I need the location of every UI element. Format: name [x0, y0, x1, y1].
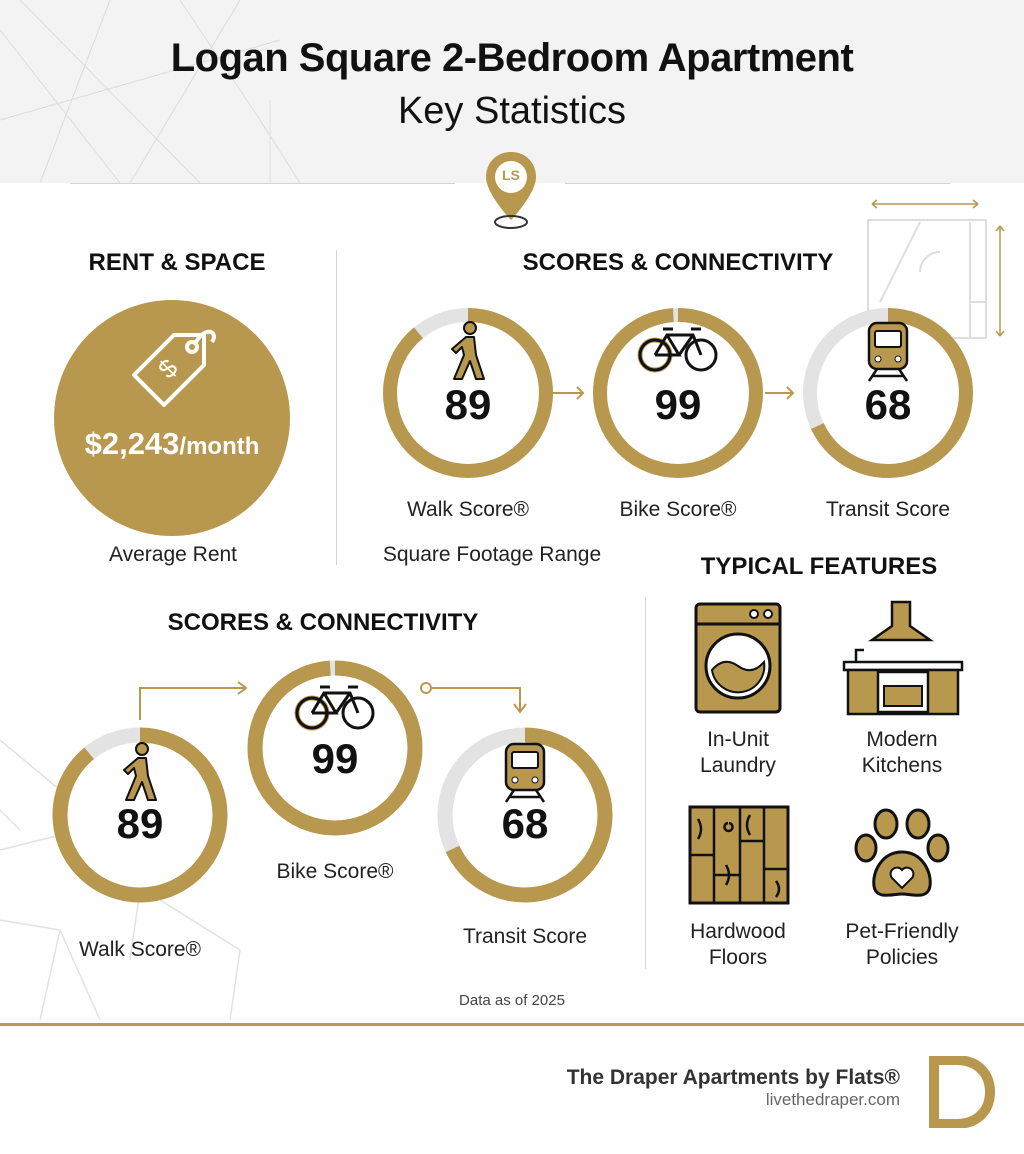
price-tag-icon: [124, 320, 224, 420]
walking-person-icon: [448, 321, 488, 386]
divider: [565, 183, 950, 184]
feature-label: In-Unit: [707, 728, 769, 751]
score-label: Transit Score: [462, 925, 588, 948]
feature-label: Laundry: [700, 754, 776, 777]
paw-icon: [852, 808, 952, 902]
connector-arrows: [553, 383, 813, 403]
feature-kitchens: [822, 727, 982, 779]
train-icon: [865, 321, 911, 388]
score-value: 68: [864, 381, 912, 428]
data-note: Data as of 2025: [459, 992, 565, 1009]
scores-section-heading: SCORES & CONNECTIVITY: [522, 249, 834, 276]
feature-label: Floors: [708, 946, 768, 969]
divider: [336, 250, 337, 565]
score-gauge-transit: [430, 720, 620, 910]
footer-brand: The Draper Apartments by Flats®: [566, 1066, 900, 1089]
footer-url[interactable]: livethedraper.com: [765, 1090, 900, 1109]
washing-machine-icon: [694, 602, 782, 714]
kitchen-icon: [842, 600, 964, 718]
draper-logo: [928, 1056, 998, 1128]
feature-label: Modern: [866, 728, 938, 751]
divider: [70, 183, 455, 184]
rent-price: $2,243: [84, 426, 180, 461]
bicycle-icon: [294, 683, 376, 736]
train-icon: [502, 742, 548, 809]
feature-label: Hardwood: [690, 920, 786, 943]
pin-label: LS: [502, 167, 520, 183]
feature-laundry: [658, 727, 818, 779]
score-label: Transit Score: [825, 498, 951, 521]
score-gauge-transit: [796, 301, 980, 485]
features-section-heading: TYPICAL FEATURES: [700, 553, 938, 580]
feature-label: Kitchens: [861, 754, 943, 777]
page-title: Logan Square 2-Bedroom Apartment: [170, 36, 854, 80]
score-value: 89: [444, 381, 492, 428]
hardwood-floor-icon: [688, 805, 790, 905]
feature-floors: [658, 919, 818, 971]
page-subtitle: Key Statistics: [397, 90, 627, 132]
score-label: Bike Score®: [619, 498, 737, 521]
divider: [645, 597, 646, 969]
square-footage-label: Square Footage Range: [382, 543, 602, 566]
score-gauge-bike: [240, 653, 430, 843]
bicycle-icon: [637, 325, 719, 378]
average-rent-label: Average Rent: [108, 543, 238, 566]
score-value: 68: [501, 800, 549, 847]
score-label: Walk Score®: [78, 938, 202, 961]
rent-circle: [54, 300, 290, 536]
scores-section-heading-2: SCORES & CONNECTIVITY: [167, 609, 479, 636]
score-value: 89: [116, 800, 164, 847]
svg-text:$: $: [151, 352, 184, 385]
rent-unit: /month: [179, 433, 260, 460]
feature-pets: [822, 919, 982, 971]
score-value: 99: [654, 381, 702, 428]
footer-divider: [0, 1023, 1024, 1026]
location-pin-icon: [482, 150, 540, 232]
score-value: 99: [311, 735, 359, 782]
score-label: Bike Score®: [276, 860, 394, 883]
walking-person-icon: [120, 742, 160, 807]
feature-label: Policies: [865, 946, 939, 969]
score-gauge-walk: [376, 301, 560, 485]
score-label: Walk Score®: [406, 498, 530, 521]
score-gauge-walk: [45, 720, 235, 910]
feature-label: Pet-Friendly: [845, 920, 959, 943]
rent-section-heading: RENT & SPACE: [88, 249, 266, 276]
